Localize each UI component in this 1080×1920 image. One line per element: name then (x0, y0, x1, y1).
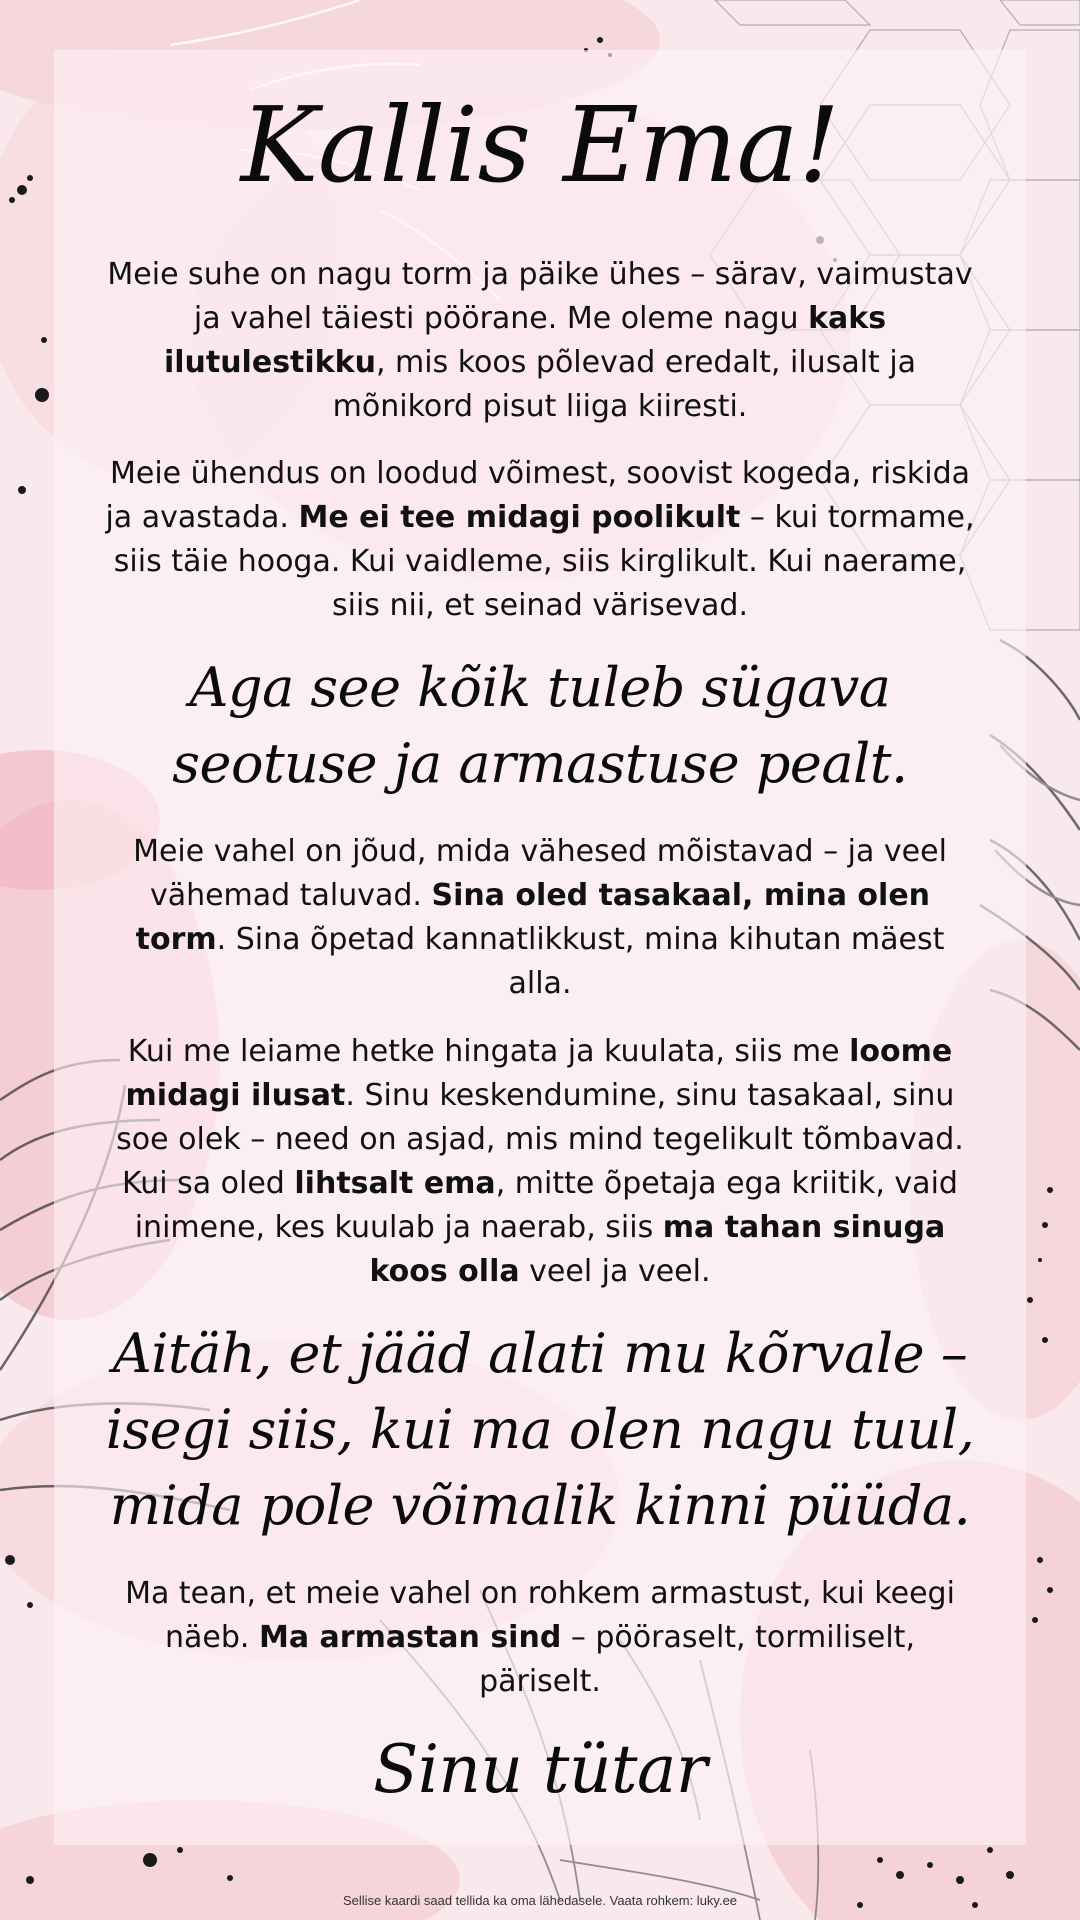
paragraph-4 (100, 1030, 980, 1294)
paragraph-4-bold-1: loome midagi ilusat (125, 1034, 953, 1113)
letter-content (100, 0, 980, 1920)
script-quote-2: Aitäh, et jääd alati mu kõrvale – isegi siis, kui ma olen nagu tuul, mida pole võimalik kinni püüda. (105, 1322, 975, 1537)
paragraph-3 (100, 830, 980, 1006)
paragraph-4-bold-3: ma tahan sinuga koos olla (369, 1210, 946, 1289)
signature: Sinu tütar (373, 1731, 707, 1808)
paragraph-4-text-2: . Sinu keskendumine, sinu tasakaal, sinu soe olek – need on asjad, mis mind tegelikult tõmbavad. Kui sa oled (116, 1078, 964, 1201)
paragraph-4-text-3: , mitte õpetaja ega kriitik, vaid inimene, kes kuulab ja naerab, siis (134, 1166, 958, 1245)
paragraph-5-text: Ma tean, et meie vahel on rohkem armastust, kui keegi näeb. (125, 1576, 955, 1655)
paragraph-1 (100, 253, 980, 429)
letter-title: Kallis Ema! (240, 84, 840, 206)
paragraph-1-bold: kaks ilutulestikku (163, 301, 887, 380)
paragraph-1-text-end: , mis koos põlevad eredalt, ilusalt ja mõnikord pisut liiga kiiresti. (332, 345, 917, 424)
paragraph-2-bold: Me ei tee midagi poolikult (298, 500, 741, 535)
footer-note: Sellise kaardi saad tellida ka oma lähedasele. Vaata rohkem: luky.ee (342, 1893, 738, 1908)
paragraph-3-bold: Sina oled tasakaal, mina olen torm (135, 878, 931, 957)
paragraph-4-bold-2: lihtsalt ema (294, 1166, 496, 1201)
paragraph-2-text: Meie ühendus on loodud võimest, soovist kogeda, riskida ja avastada. (105, 456, 970, 535)
paragraph-5 (100, 1572, 980, 1704)
paragraph-3-text-end: . Sina õpetad kannatlikkust, mina kihutan mäest alla. (216, 922, 945, 1001)
paragraph-4-text-1: Kui me leiame hetke hingata ja kuulata, siis me (127, 1034, 850, 1069)
script-quote-1: Aga see kõik tuleb sügava seotuse ja armastuse pealt. (172, 656, 908, 795)
paragraph-5-text-end: – pööraselt, tormiliselt, päriselt. (479, 1620, 915, 1699)
paragraph-2 (100, 452, 980, 628)
paragraph-5-bold: Ma armastan sind (259, 1620, 562, 1655)
paragraph-3-text: Meie vahel on jõud, mida vähesed mõistavad – ja veel vähemad taluvad. (133, 834, 947, 913)
paragraph-2-text-end: – kui tormame, siis täie hooga. Kui vaidleme, siis kirglikult. Kui naerame, siis nii, et seinad värisevad. (113, 500, 975, 623)
paragraph-1-text: Meie suhe on nagu torm ja päike ühes – särav, vaimustav ja vahel täiesti pöörane. Me oleme nagu (107, 257, 973, 336)
paragraph-4-text-4: veel ja veel. (519, 1254, 711, 1289)
